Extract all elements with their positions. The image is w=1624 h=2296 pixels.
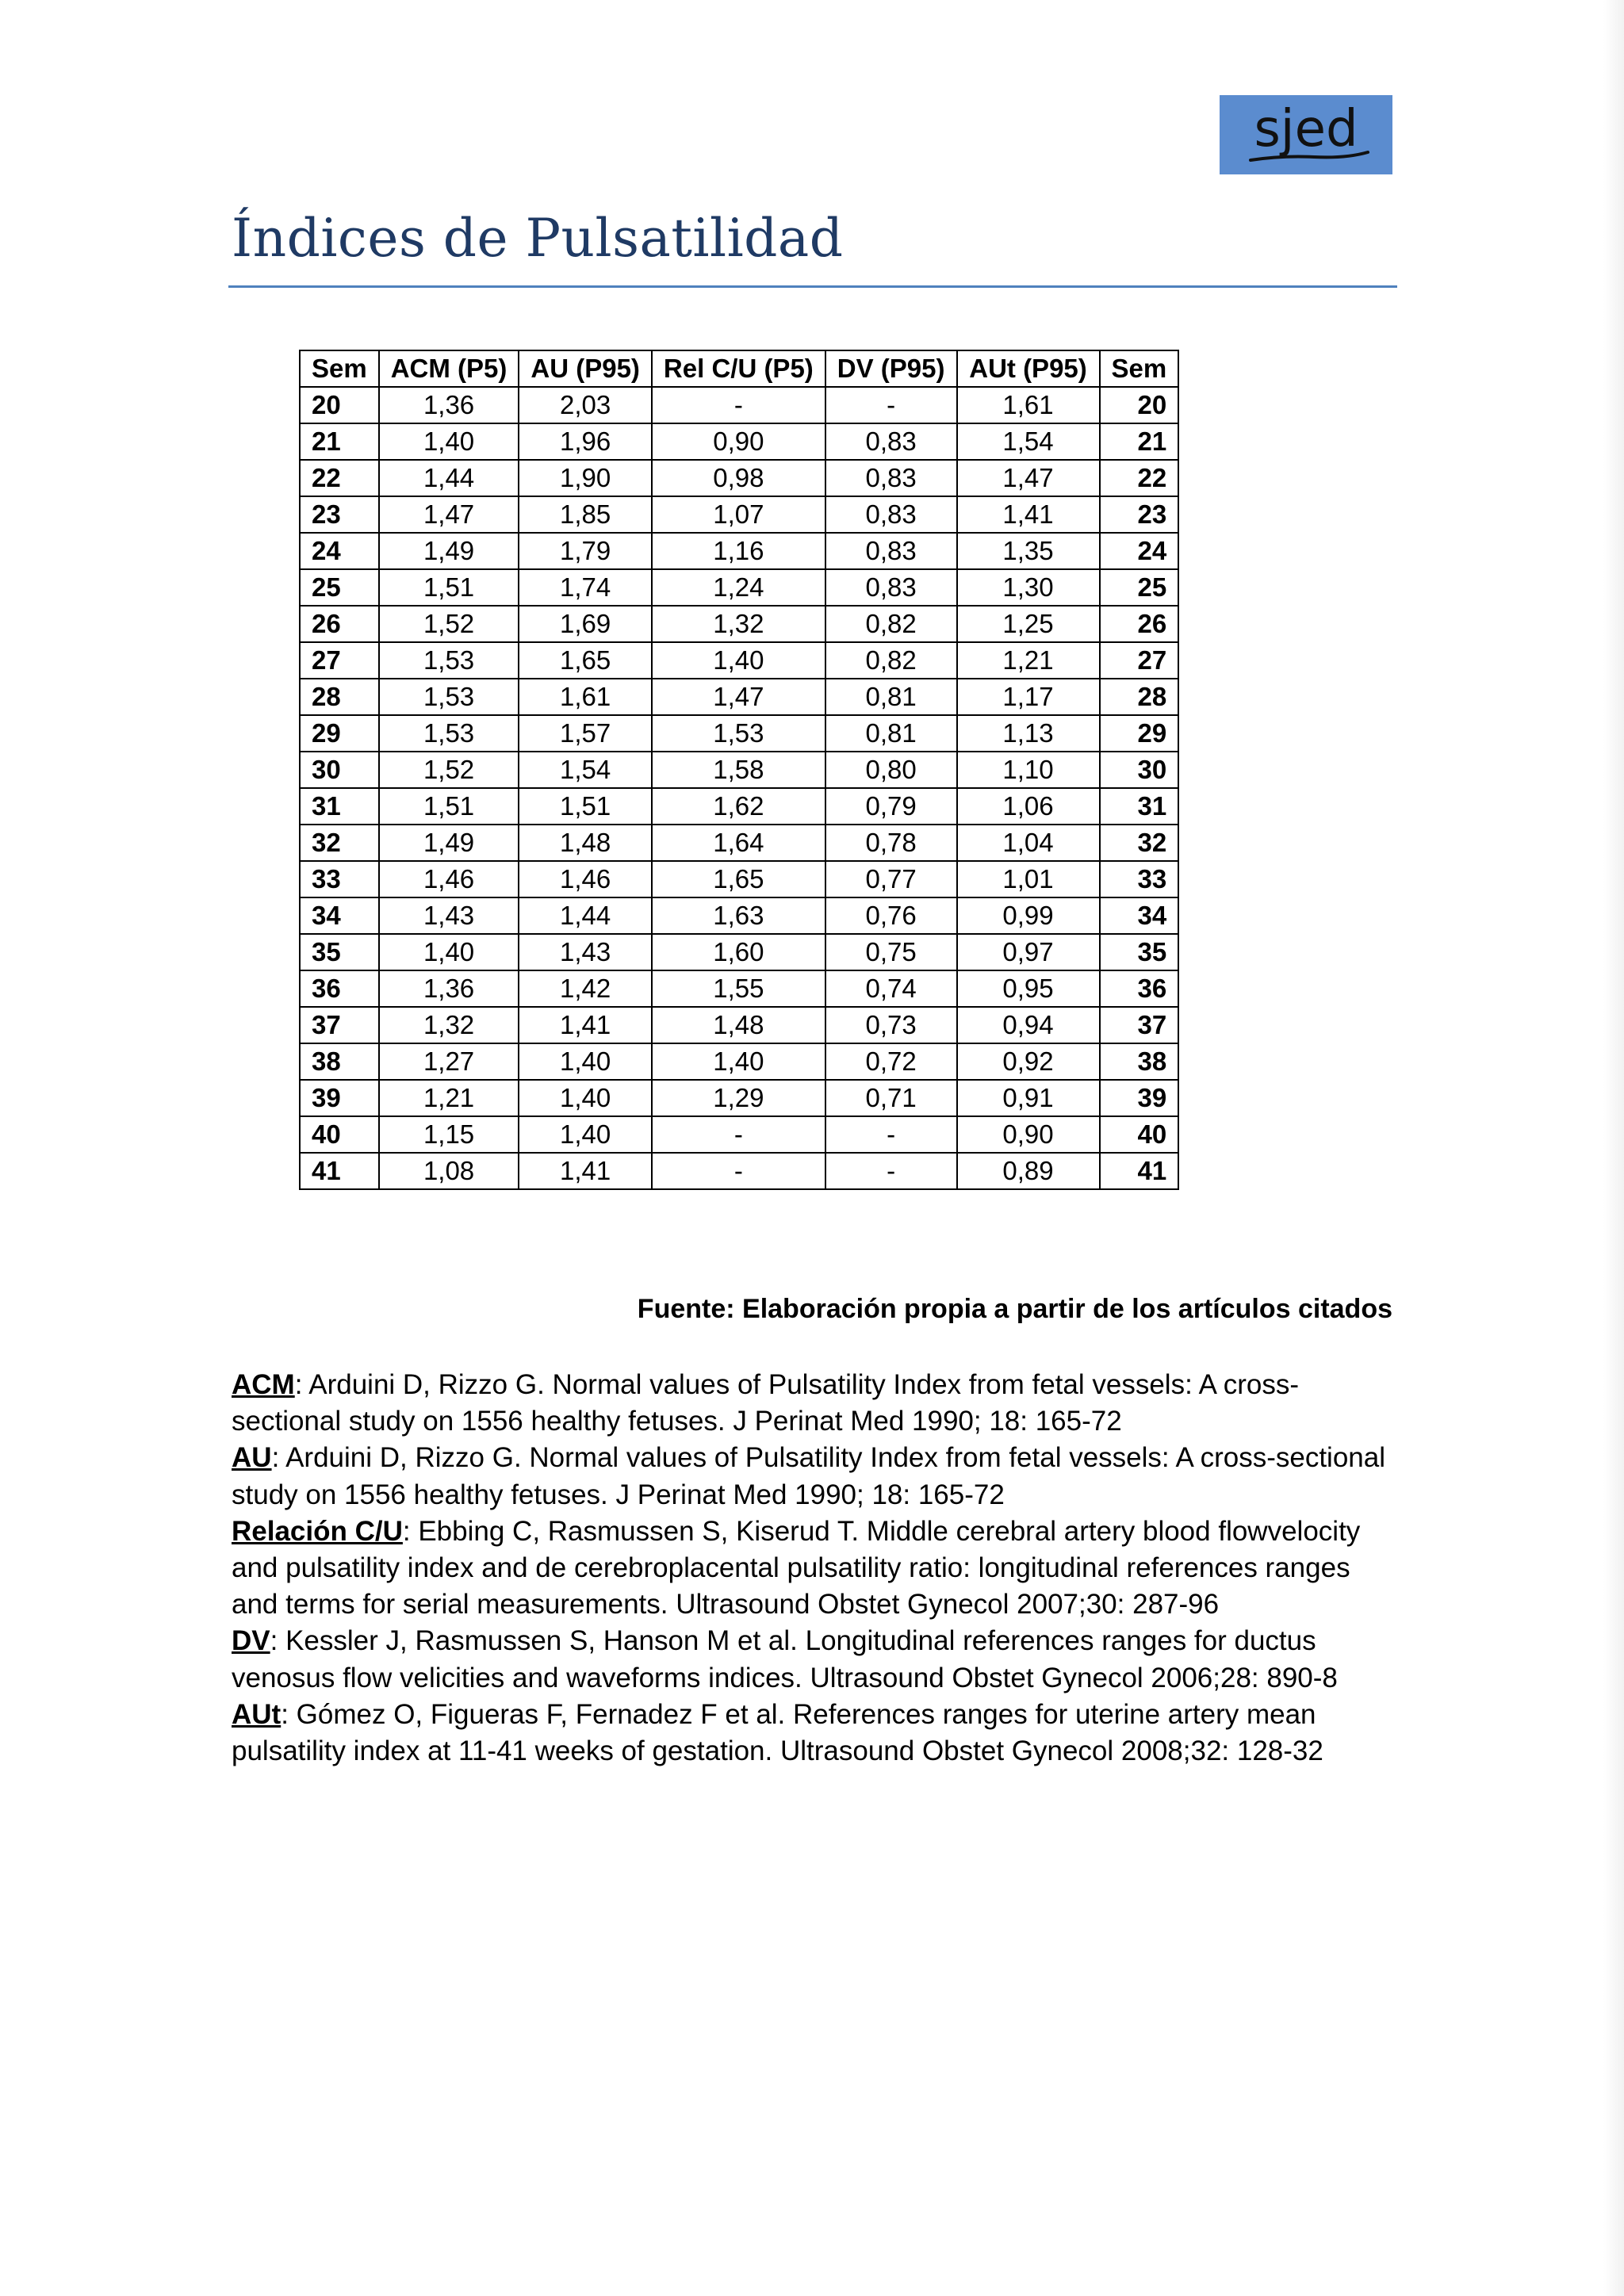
week-cell: 24 [1100,533,1179,569]
value-cell: 1,53 [652,715,825,752]
source-note: Fuente: Elaboración propia a partir de los artículos citados [637,1294,1392,1324]
value-cell: 1,46 [519,861,652,897]
table-row [300,460,1178,496]
value-cell: 1,74 [519,569,652,606]
value-cell: - [652,387,825,423]
value-cell: 0,83 [825,569,957,606]
value-cell: 1,51 [519,788,652,825]
value-cell: 1,53 [379,679,519,715]
week-cell: 41 [1100,1153,1179,1189]
value-cell: 1,35 [957,533,1100,569]
reference-label: AU [232,1442,272,1474]
value-cell: 1,62 [652,788,825,825]
reference-text: : Arduini D, Rizzo G. Normal values of Pulsatility Index from fetal vessels: A cross-sectional study on 1556 healthy fetuses. J Perinat Med 1990; 18: 165-72 [232,1369,1300,1437]
column-header: ACM (P5) [379,350,519,387]
value-cell: 1,15 [379,1116,519,1153]
table-row [300,752,1178,788]
column-header: Rel C/U (P5) [652,350,825,387]
value-cell: - [825,1153,957,1189]
week-cell: 39 [300,1080,379,1116]
value-cell: 1,61 [519,679,652,715]
value-cell: 0,91 [957,1080,1100,1116]
value-cell: 1,36 [379,970,519,1007]
sjed-logo [1220,95,1392,174]
table-row [300,387,1178,423]
value-cell: 1,55 [652,970,825,1007]
week-cell: 25 [1100,569,1179,606]
value-cell: 1,90 [519,460,652,496]
pulsatility-index-table [299,350,1179,1190]
table-row [300,679,1178,715]
value-cell: 0,90 [957,1116,1100,1153]
week-cell: 29 [300,715,379,752]
table-row [300,970,1178,1007]
value-cell: 1,96 [519,423,652,460]
week-cell: 32 [1100,825,1179,861]
column-header: AUt (P95) [957,350,1100,387]
table-row [300,1007,1178,1043]
value-cell: 1,27 [379,1043,519,1080]
sjed-logo-mark [1235,98,1377,171]
value-cell: 1,40 [379,934,519,970]
value-cell: 1,32 [652,606,825,642]
reference-entry [232,1697,1397,1770]
value-cell: 0,82 [825,642,957,679]
table-body [300,387,1178,1189]
value-cell: 0,89 [957,1153,1100,1189]
column-header: Sem [300,350,379,387]
table-row [300,788,1178,825]
table-header-row [300,350,1178,387]
week-cell: 27 [1100,642,1179,679]
week-cell: 41 [300,1153,379,1189]
value-cell: 0,78 [825,825,957,861]
value-cell: 1,40 [652,1043,825,1080]
value-cell: 1,53 [379,715,519,752]
reference-text: : Gómez O, Figueras F, Fernadez F et al. References ranges for uterine artery mean pulsatility index at 11-41 weeks of gestation. Ultrasound Obstet Gynecol 2008;32: 128-32 [232,1698,1323,1767]
value-cell: 1,52 [379,606,519,642]
value-cell: 1,58 [652,752,825,788]
value-cell: 1,48 [519,825,652,861]
week-cell: 27 [300,642,379,679]
value-cell: 0,98 [652,460,825,496]
week-cell: 21 [1100,423,1179,460]
value-cell: 1,40 [379,423,519,460]
reference-text: : Kessler J, Rasmussen S, Hanson M et al. Longitudinal references ranges for ductus venosus flow velicities and waveforms indices. Ultrasound Obstet Gynecol 2006;28: 890-8 [232,1625,1338,1693]
table-row [300,825,1178,861]
week-cell: 22 [300,460,379,496]
value-cell: 1,47 [957,460,1100,496]
value-cell: 0,72 [825,1043,957,1080]
table-row [300,934,1178,970]
table-row [300,1116,1178,1153]
value-cell: - [652,1153,825,1189]
value-cell: 1,44 [519,897,652,934]
week-cell: 35 [1100,934,1179,970]
value-cell: 1,44 [379,460,519,496]
value-cell: 1,64 [652,825,825,861]
week-cell: 20 [300,387,379,423]
week-cell: 33 [300,861,379,897]
reference-text: : Ebbing C, Rasmussen S, Kiserud T. Middle cerebral artery blood flowvelocity and pulsatility index and de cerebroplacental pulsatility ratio: longitudinal references ranges and terms for serial measurements. Ultrasound Obstet Gynecol 2007;30: 287-96 [232,1515,1361,1621]
value-cell: 1,54 [957,423,1100,460]
value-cell: 1,16 [652,533,825,569]
value-cell: 1,43 [379,897,519,934]
value-cell: 1,13 [957,715,1100,752]
week-cell: 30 [1100,752,1179,788]
reference-label: ACM [232,1369,295,1400]
value-cell: 0,83 [825,533,957,569]
week-cell: 28 [300,679,379,715]
value-cell: 1,41 [957,496,1100,533]
value-cell: 0,74 [825,970,957,1007]
value-cell: 0,80 [825,752,957,788]
value-cell: 1,60 [652,934,825,970]
value-cell: 1,21 [957,642,1100,679]
value-cell: - [825,1116,957,1153]
week-cell: 31 [1100,788,1179,825]
table-row [300,1080,1178,1116]
value-cell: 0,77 [825,861,957,897]
value-cell: 1,52 [379,752,519,788]
value-cell: 1,49 [379,533,519,569]
value-cell: 1,61 [957,387,1100,423]
value-cell: 1,85 [519,496,652,533]
value-cell: 1,63 [652,897,825,934]
value-cell: 0,73 [825,1007,957,1043]
value-cell: 0,95 [957,970,1100,1007]
value-cell: 1,47 [652,679,825,715]
value-cell: 0,79 [825,788,957,825]
value-cell: 0,99 [957,897,1100,934]
reference-entry [232,1367,1397,1440]
week-cell: 36 [300,970,379,1007]
value-cell: 1,40 [519,1080,652,1116]
week-cell: 28 [1100,679,1179,715]
page-edge-shadow [1603,0,1624,2296]
value-cell: 1,65 [652,861,825,897]
value-cell: 1,21 [379,1080,519,1116]
week-cell: 31 [300,788,379,825]
value-cell: 1,69 [519,606,652,642]
reference-label: AUt [232,1698,282,1730]
value-cell: 1,49 [379,825,519,861]
value-cell: 0,81 [825,679,957,715]
reference-entry [232,1623,1397,1696]
column-header: AU (P95) [519,350,652,387]
table-row [300,897,1178,934]
value-cell: 1,06 [957,788,1100,825]
value-cell: 1,57 [519,715,652,752]
value-cell: 1,40 [652,642,825,679]
value-cell: 0,83 [825,460,957,496]
week-cell: 40 [1100,1116,1179,1153]
value-cell: 0,81 [825,715,957,752]
value-cell: 1,41 [519,1007,652,1043]
reference-entry [232,1513,1397,1624]
week-cell: 38 [300,1043,379,1080]
week-cell: 23 [1100,496,1179,533]
week-cell: 32 [300,825,379,861]
value-cell: 1,04 [957,825,1100,861]
column-header: DV (P95) [825,350,957,387]
reference-label: DV [232,1625,270,1657]
value-cell: 1,40 [519,1043,652,1080]
value-cell: - [652,1116,825,1153]
value-cell: 0,75 [825,934,957,970]
value-cell: 0,90 [652,423,825,460]
title-divider [228,285,1397,288]
value-cell: 1,07 [652,496,825,533]
table-row [300,569,1178,606]
week-cell: 38 [1100,1043,1179,1080]
week-cell: 36 [1100,970,1179,1007]
value-cell: 1,48 [652,1007,825,1043]
week-cell: 35 [300,934,379,970]
value-cell: 0,82 [825,606,957,642]
week-cell: 30 [300,752,379,788]
value-cell: 1,36 [379,387,519,423]
value-cell: 1,46 [379,861,519,897]
week-cell: 40 [300,1116,379,1153]
column-header: Sem [1100,350,1179,387]
value-cell: 0,92 [957,1043,1100,1080]
week-cell: 33 [1100,861,1179,897]
value-cell: 1,25 [957,606,1100,642]
week-cell: 39 [1100,1080,1179,1116]
week-cell: 26 [1100,606,1179,642]
week-cell: 25 [300,569,379,606]
value-cell: 0,83 [825,423,957,460]
week-cell: 37 [300,1007,379,1043]
value-cell: 1,47 [379,496,519,533]
week-cell: 29 [1100,715,1179,752]
value-cell: 1,29 [652,1080,825,1116]
value-cell: 1,79 [519,533,652,569]
value-cell: 2,03 [519,387,652,423]
table-row [300,715,1178,752]
value-cell: 0,94 [957,1007,1100,1043]
table-row [300,496,1178,533]
value-cell: 1,51 [379,569,519,606]
table-row [300,861,1178,897]
table-row [300,1153,1178,1189]
value-cell: 0,76 [825,897,957,934]
logo-lettering: sjed [1254,100,1358,159]
value-cell: 1,40 [519,1116,652,1153]
value-cell: 1,01 [957,861,1100,897]
value-cell: 1,32 [379,1007,519,1043]
value-cell: 1,54 [519,752,652,788]
value-cell: 1,10 [957,752,1100,788]
week-cell: 24 [300,533,379,569]
reference-entry [232,1440,1397,1513]
value-cell: 1,24 [652,569,825,606]
value-cell: 1,08 [379,1153,519,1189]
value-cell: 1,53 [379,642,519,679]
week-cell: 22 [1100,460,1179,496]
value-cell: 0,97 [957,934,1100,970]
week-cell: 23 [300,496,379,533]
reference-text: : Arduini D, Rizzo G. Normal values of Pulsatility Index from fetal vessels: A cross-sectional study on 1556 healthy fetuses. J Perinat Med 1990; 18: 165-72 [232,1442,1385,1510]
week-cell: 21 [300,423,379,460]
value-cell: 0,71 [825,1080,957,1116]
value-cell: - [825,387,957,423]
value-cell: 1,42 [519,970,652,1007]
value-cell: 1,51 [379,788,519,825]
week-cell: 34 [1100,897,1179,934]
table-row [300,423,1178,460]
value-cell: 1,65 [519,642,652,679]
week-cell: 37 [1100,1007,1179,1043]
reference-label: Relación C/U [232,1515,403,1547]
references-list [232,1367,1397,1770]
value-cell: 1,30 [957,569,1100,606]
value-cell: 1,43 [519,934,652,970]
table-row [300,533,1178,569]
week-cell: 20 [1100,387,1179,423]
table-row [300,606,1178,642]
table-row [300,1043,1178,1080]
week-cell: 34 [300,897,379,934]
value-cell: 1,17 [957,679,1100,715]
page-title: Índices de Pulsatilidad [232,208,844,269]
value-cell: 1,41 [519,1153,652,1189]
week-cell: 26 [300,606,379,642]
value-cell: 0,83 [825,496,957,533]
table-row [300,642,1178,679]
